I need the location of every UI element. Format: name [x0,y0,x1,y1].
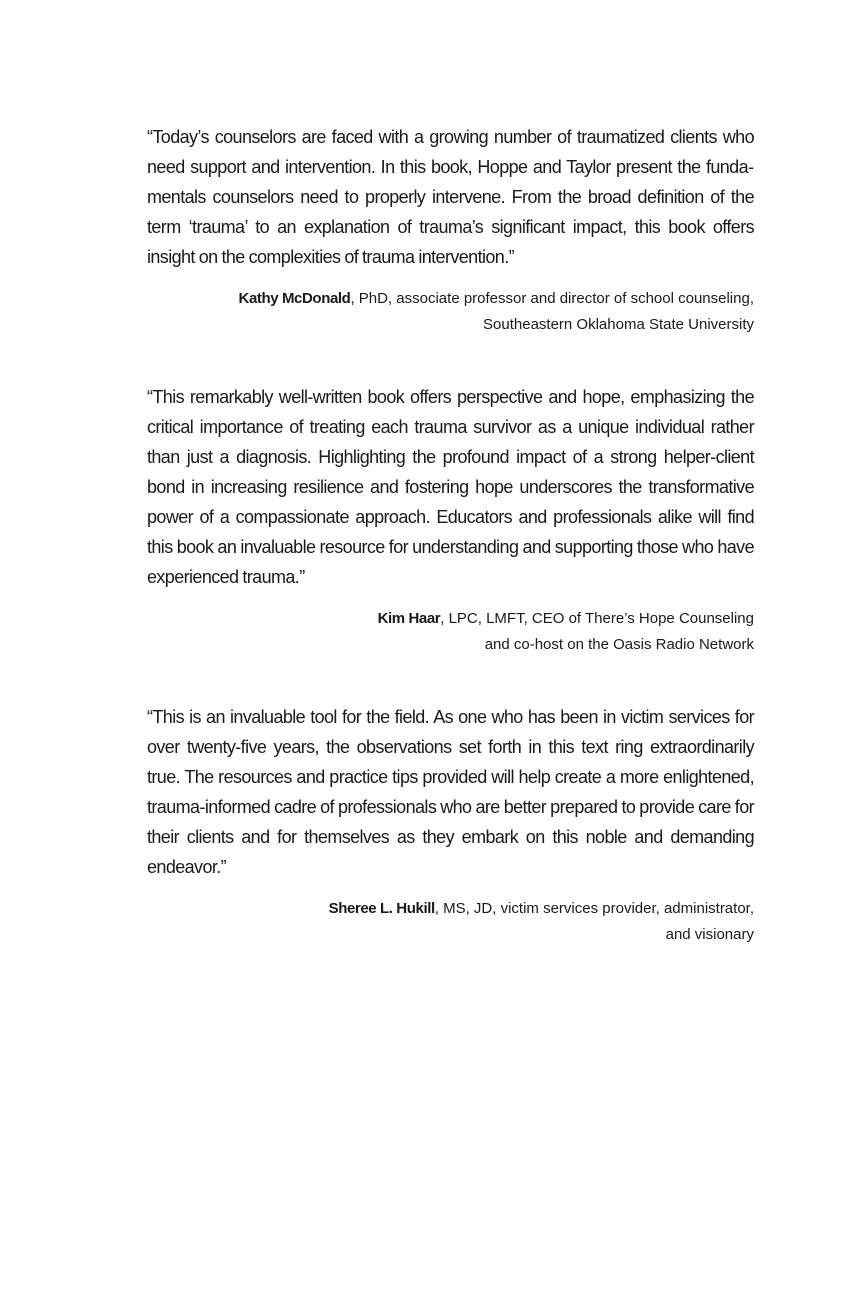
endorser-name: Kathy McDonald [238,290,351,307]
testimonial [147,702,754,948]
attribution-line [147,286,754,312]
endorser-credentials: , LPC, LMFT, CEO of There’s Hope Counseling [440,610,754,627]
testimonial-attribution [147,896,754,948]
attribution-line [147,606,754,632]
endorser-name: Kim Haar [377,610,441,627]
attribution-line [147,896,754,922]
endorser-name: Sheree L. Hukill [328,900,435,917]
testimonial [147,122,754,338]
endorser-credentials: , PhD, associate professor and director of school counseling, [350,290,754,307]
endorser-credentials: , MS, JD, victim services provider, administrator, [434,900,754,917]
testimonial [147,382,754,658]
testimonial-quote: “This remarkably well-written book offers perspective and hope, emphasizing the critical importance of treating each trauma survivor as a unique individual rather than just a diagnosis. Highlighting the profound impact of a strong helper-client bond in increasing resilience and fostering hope underscores the transformative power of a compassionate approach. Educators and professionals alike will find this book an invaluable resource for understanding and supporting those who have experienced trauma.” [147,387,754,587]
testimonial-quote: “Today’s counselors are faced with a growing number of traumatized clients who need support and intervention. In this book, Hoppe and Taylor present the fundamentals counselors need to properly intervene. From the broad definition of the term ‘trauma’ to an explanation of trauma’s significant impact, this book offers insight on the complexities of trauma intervention.” [147,127,754,267]
testimonial-quote: “This is an invaluable tool for the field. As one who has been in victim services for over twenty-five years, the observations set forth in this text ring extraordinarily true. The resources and practice tips provided will help create a more enlightened, trauma-informed cadre of professionals who are better prepared to provide care for their clients and for themselves as they embark on this noble and demanding endeavor.” [147,707,754,877]
endorser-affiliation: Southeastern Oklahoma State University [483,316,754,333]
testimonial-attribution [147,606,754,658]
endorser-affiliation: and co-host on the Oasis Radio Network [484,636,754,653]
endorsements-page [147,122,754,992]
endorser-affiliation: and visionary [665,926,754,943]
testimonial-attribution [147,286,754,338]
